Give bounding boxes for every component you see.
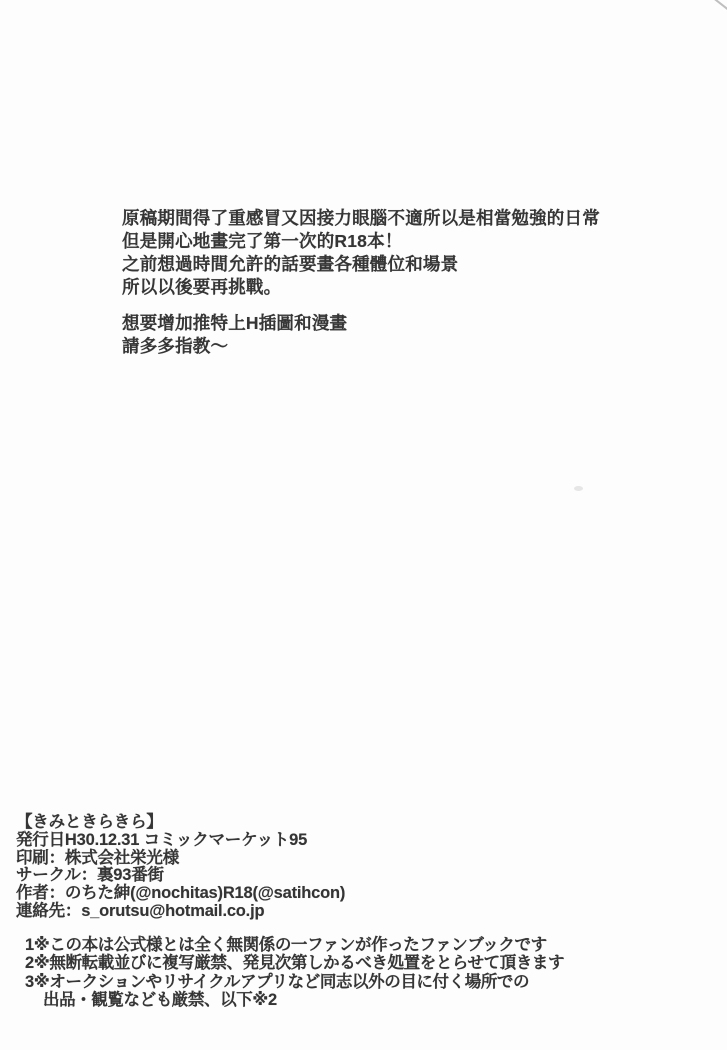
book-title: 【きみときらきら】: [16, 813, 163, 831]
afterword-line: 想要增加推特上H插圖和漫畫: [122, 313, 348, 333]
afterword-line: 請多多指教～: [122, 336, 229, 356]
notice-item: 1※この本は公式様とは全く無関係の一ファンが作ったファンブックです: [25, 936, 547, 954]
scan-smudge-mark: [574, 486, 583, 491]
afterword-line: 但是開心地畫完了第一次的R18本！: [122, 231, 403, 251]
paragraph-gap: [122, 299, 600, 312]
afterword-line: 所以以後要再挑戰。: [122, 277, 282, 297]
notice-item: 3※オークションやリサイクルアプリなど同志以外の目に付く場所での: [25, 972, 530, 991]
colophon-block: [16, 814, 345, 921]
afterword-text-block: [122, 207, 600, 358]
afterword-line: 之前想過時間允許的話要畫各種體位和場景: [122, 254, 459, 274]
author-line: 作者：のちた紳(@nochitas)R18(@satihcon): [16, 884, 346, 903]
notice-item-continued: 出品・観覧なども厳禁、以下※2: [43, 991, 277, 1010]
printer-line: 印刷：株式会社栄光様: [16, 848, 180, 867]
publish-date-line: 発行日H30.12.31 コミックマーケット95: [16, 830, 308, 849]
contact-line: 連絡先：s_orutsu@hotmail.co.jp: [16, 901, 265, 920]
notice-item: 2※無断転載並びに複写厳禁、発見次第しかるべき処置をとらせて頂きます: [25, 954, 565, 973]
afterword-line: 原稿期間得了重感冒又因接力眼腦不適所以是相當勉強的日常: [122, 208, 600, 228]
notices-block: [25, 936, 564, 1010]
circle-line: サークル：裏93番街: [16, 866, 164, 885]
scan-scratch-mark: [712, 0, 727, 12]
